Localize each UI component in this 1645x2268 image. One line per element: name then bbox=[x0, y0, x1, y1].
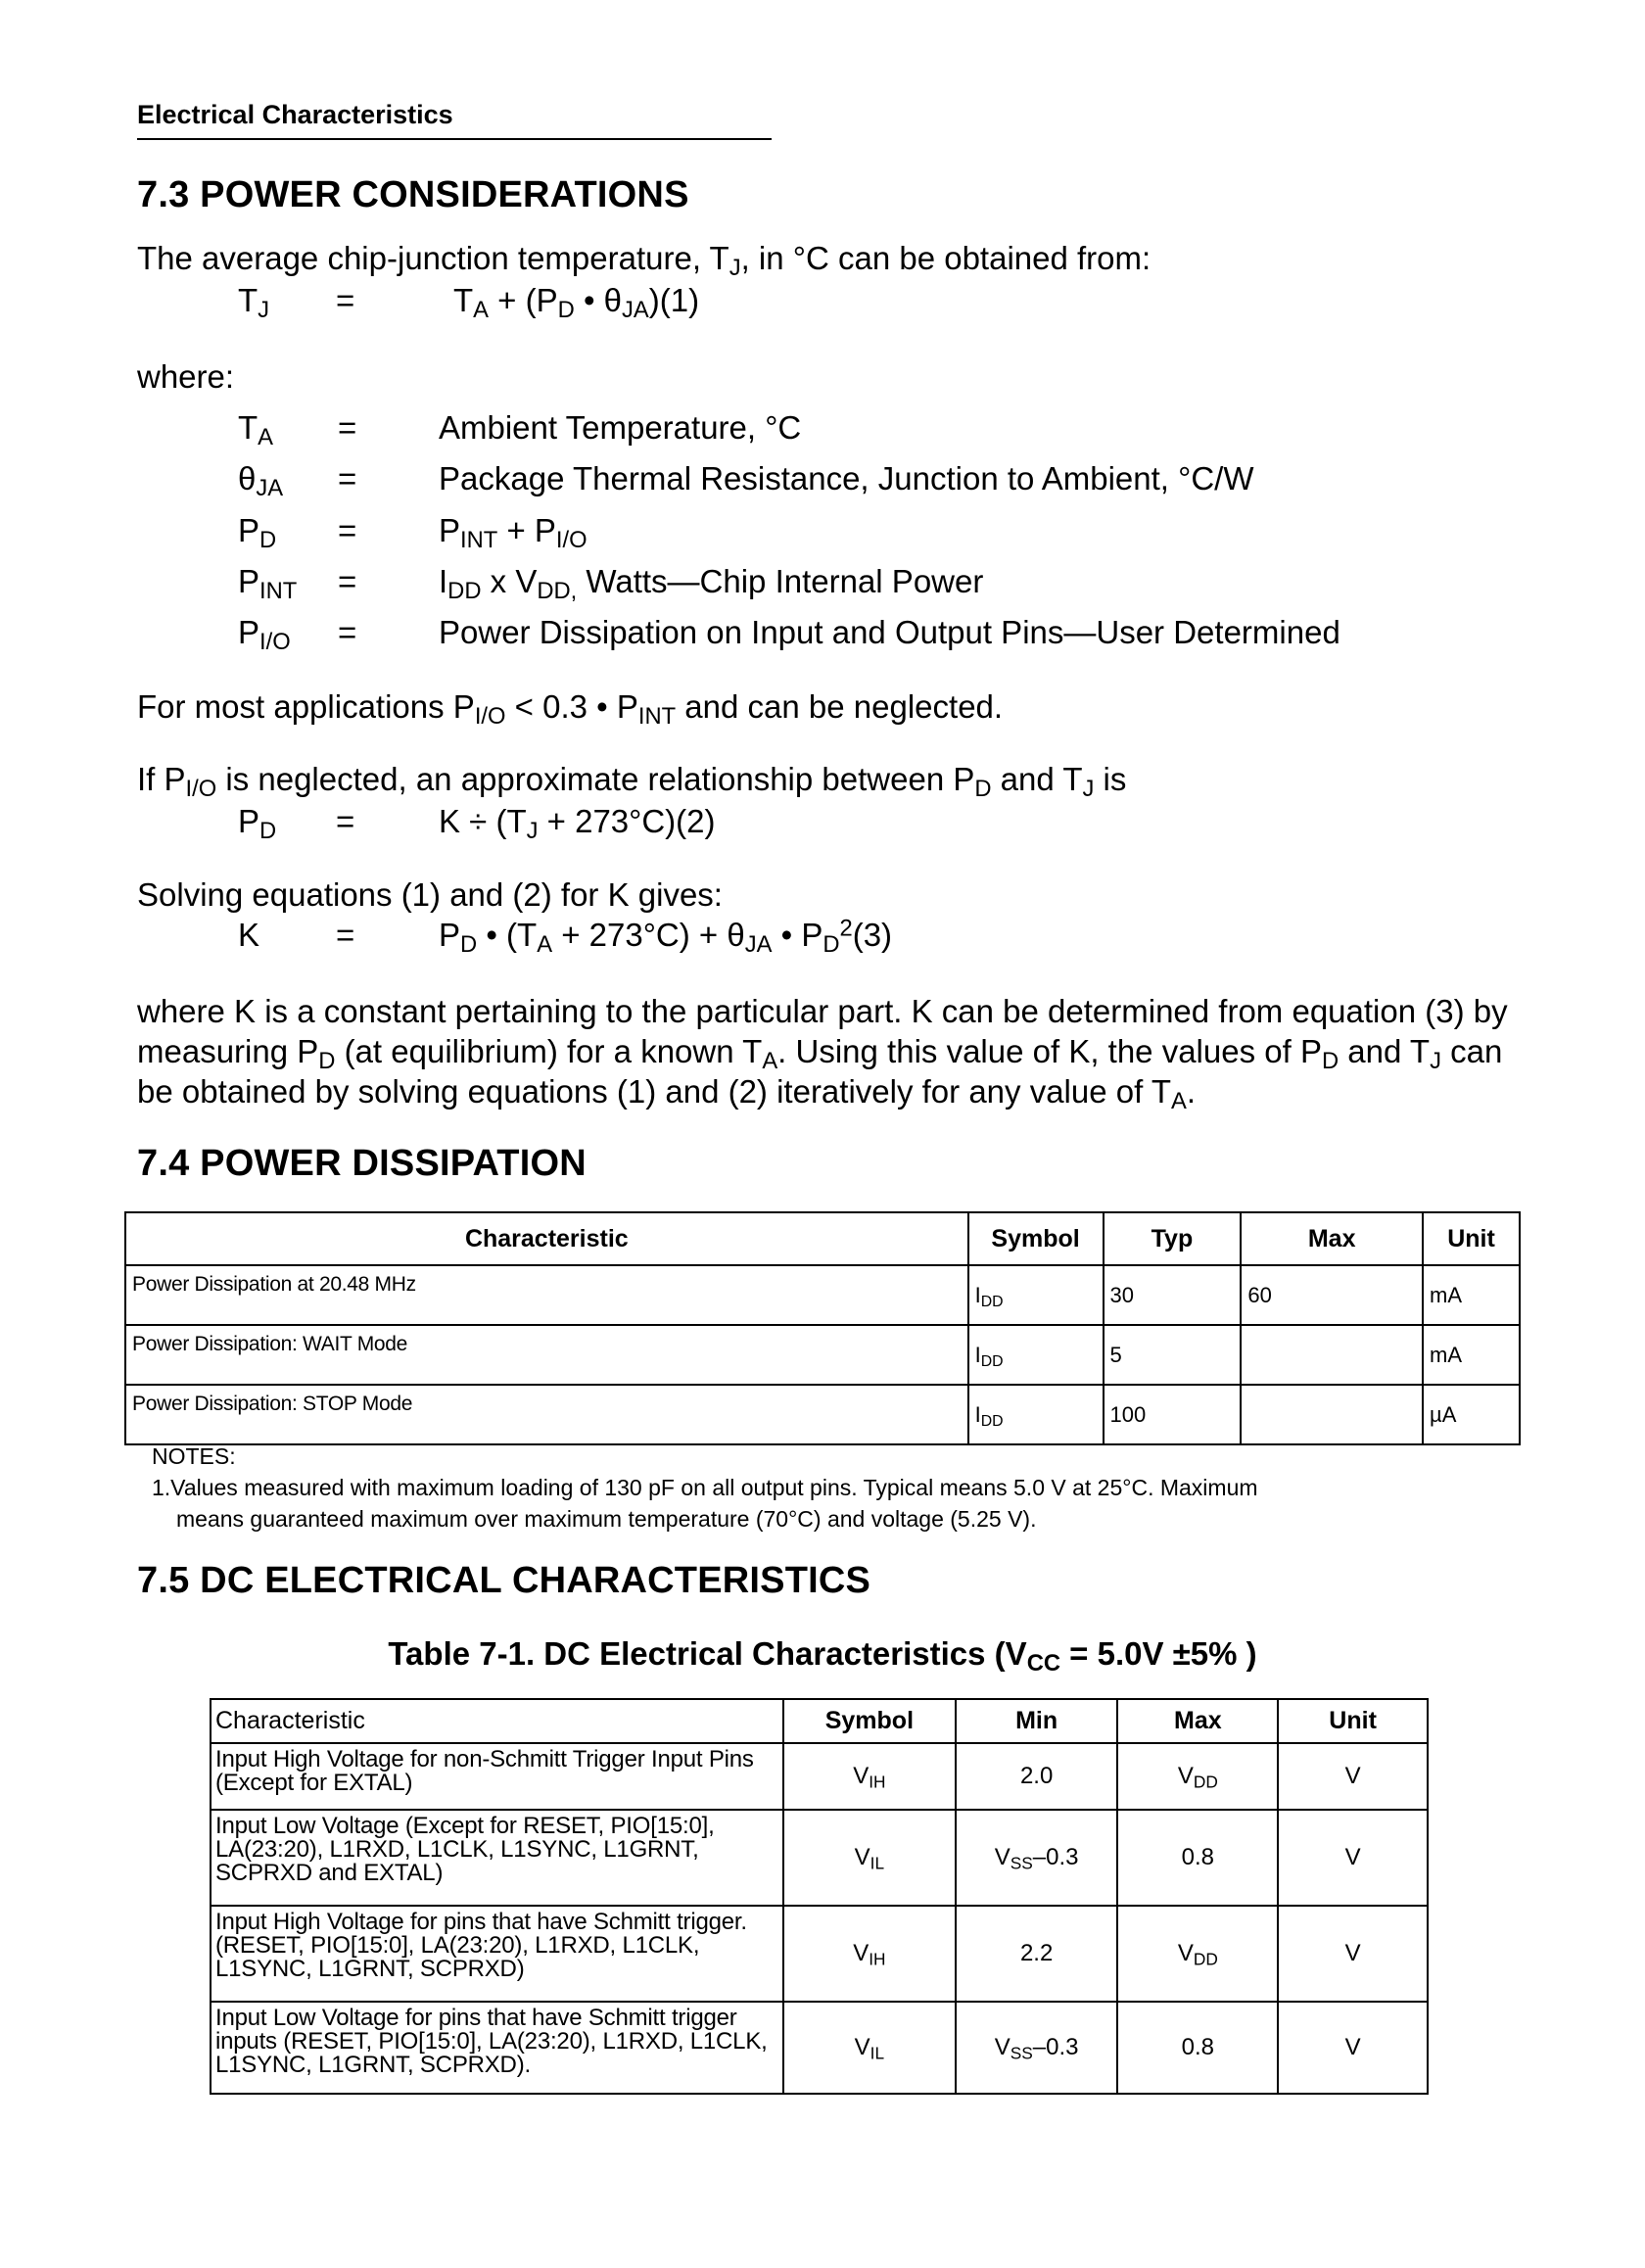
header-rule bbox=[137, 138, 772, 140]
table-cell: Input Low Voltage (Except for RESET, PIO[15:0], LA(23:20), L1RXD, L1CLK, L1SYNC, L1GRNT, SCPRXD and EXTAL) bbox=[211, 1810, 783, 1906]
table-row bbox=[125, 1325, 1520, 1385]
table-cell: Power Dissipation at 20.48 MHz bbox=[125, 1265, 968, 1325]
table-cell: µA bbox=[1423, 1385, 1520, 1444]
table-header-row bbox=[125, 1212, 1520, 1265]
column-header: Characteristic bbox=[125, 1212, 968, 1265]
section-7-4-heading: 7.4 POWER DISSIPATION bbox=[137, 1143, 587, 1184]
k-constant-paragraph: where K is a constant pertaining to the particular part. K can be determined from equation (3) by measuring $P_D$ (at equilibrium) for a known $T_A$. Using this value of K, the values of $P_D$ and $T_J$ can be obtained by solving equations (1) and (2) iteratively for any value of $T_A$. bbox=[137, 993, 1508, 1114]
table-cell: 60 bbox=[1241, 1265, 1423, 1325]
table-cell: Power Dissipation: STOP Mode bbox=[125, 1385, 968, 1444]
table-row bbox=[211, 2002, 1428, 2094]
column-header: Typ bbox=[1104, 1212, 1242, 1265]
table-row bbox=[211, 1743, 1428, 1810]
column-header: Characteristic bbox=[211, 1699, 783, 1743]
table-cell bbox=[1241, 1385, 1423, 1444]
intro-sentence: The average chip-junction temperature, $T_J$, in °C can be obtained from: bbox=[137, 240, 1152, 281]
table-cell: Power Dissipation: WAIT Mode bbox=[125, 1325, 968, 1385]
table-cell: 0.8 bbox=[1117, 2002, 1278, 2094]
table-cell: Input Low Voltage for pins that have Schmitt trigger inputs (RESET, PIO[15:0], LA(23:20), L1RXD, L1CLK, L1SYNC, L1GRNT, SCPRXD). bbox=[211, 2002, 783, 2094]
table-cell: $V_{SS}-0.3$ bbox=[956, 1810, 1118, 1906]
table-cell: $V_{IL}$ bbox=[783, 2002, 956, 2094]
table-cell: Input High Voltage for pins that have Schmitt trigger. (RESET, PIO[15:0], LA(23:20), L1RXD, L1CLK, L1SYNC, L1GRNT, SCPRXD) bbox=[211, 1906, 783, 2002]
table-cell: 2.0 bbox=[956, 1743, 1118, 1810]
notes-title: NOTES: bbox=[152, 1443, 236, 1469]
solving-sentence: Solving equations (1) and (2) for K gives: bbox=[137, 876, 723, 913]
table-cell: 30 bbox=[1104, 1265, 1242, 1325]
power-dissipation-table bbox=[124, 1211, 1521, 1445]
table-cell: V bbox=[1278, 1743, 1428, 1810]
column-header: Unit bbox=[1423, 1212, 1520, 1265]
table-cell: V bbox=[1278, 1810, 1428, 1906]
table-cell: mA bbox=[1423, 1265, 1520, 1325]
table-cell: $V_{IH}$ bbox=[783, 1906, 956, 2002]
table-row bbox=[211, 1810, 1428, 1906]
table-cell: 100 bbox=[1104, 1385, 1242, 1444]
table-cell: Input High Voltage for non-Schmitt Trigger Input Pins (Except for EXTAL) bbox=[211, 1743, 783, 1810]
section-7-5-heading: 7.5 DC ELECTRICAL CHARACTERISTICS bbox=[137, 1560, 871, 1601]
column-header: Symbol bbox=[968, 1212, 1104, 1265]
table-row bbox=[211, 1906, 1428, 2002]
note-1-line-1: 1.Values measured with maximum loading of 130 pF on all output pins. Typical means 5.0 V at 25°C. Maximum bbox=[152, 1475, 1258, 1500]
table-cell: $I_{DD}$ bbox=[968, 1385, 1104, 1444]
table-row bbox=[125, 1265, 1520, 1325]
table-cell: 2.2 bbox=[956, 1906, 1118, 2002]
table-cell: V bbox=[1278, 1906, 1428, 2002]
where-label: where: bbox=[137, 358, 235, 395]
running-header: Electrical Characteristics bbox=[137, 100, 453, 129]
table-cell: $V_{DD}$ bbox=[1117, 1906, 1278, 2002]
table-cell: $V_{DD}$ bbox=[1117, 1743, 1278, 1810]
table-header-row bbox=[211, 1699, 1428, 1743]
table-cell: mA bbox=[1423, 1325, 1520, 1385]
column-header: Unit bbox=[1278, 1699, 1428, 1743]
dc-characteristics-table bbox=[210, 1698, 1429, 2095]
most-applications-sentence: For most applications $P_{I/O} < 0.3$ • $P_{INT}$ and can be neglected. bbox=[137, 688, 1004, 730]
if-neglected-sentence: If $P_{I/O}$ is neglected, an approximate relationship between $P_D$ and $T_J$ is bbox=[137, 761, 1127, 802]
table-cell: $I_{DD}$ bbox=[968, 1265, 1104, 1325]
table-cell: 5 bbox=[1104, 1325, 1242, 1385]
table-cell bbox=[1241, 1325, 1423, 1385]
column-header: Min bbox=[956, 1699, 1118, 1743]
column-header: Max bbox=[1241, 1212, 1423, 1265]
section-7-3-heading: 7.3 POWER CONSIDERATIONS bbox=[137, 174, 689, 215]
table-cell: 0.8 bbox=[1117, 1810, 1278, 1906]
table-cell: $I_{DD}$ bbox=[968, 1325, 1104, 1385]
column-header: Max bbox=[1117, 1699, 1278, 1743]
column-header: Symbol bbox=[783, 1699, 956, 1743]
table-cell: $V_{IL}$ bbox=[783, 1810, 956, 1906]
note-1-line-2: means guaranteed maximum over maximum temperature (70°C) and voltage (5.25 V). bbox=[176, 1506, 1037, 1532]
table-cell: $V_{IH}$ bbox=[783, 1743, 956, 1810]
table-cell: V bbox=[1278, 2002, 1428, 2094]
table-7-1-caption: Table 7-1. DC Electrical Characteristics ($V_{CC} = 5.0V \pm 5\%$ ) bbox=[388, 1635, 1257, 1677]
table-row bbox=[125, 1385, 1520, 1444]
table-cell: $V_{SS}-0.3$ bbox=[956, 2002, 1118, 2094]
